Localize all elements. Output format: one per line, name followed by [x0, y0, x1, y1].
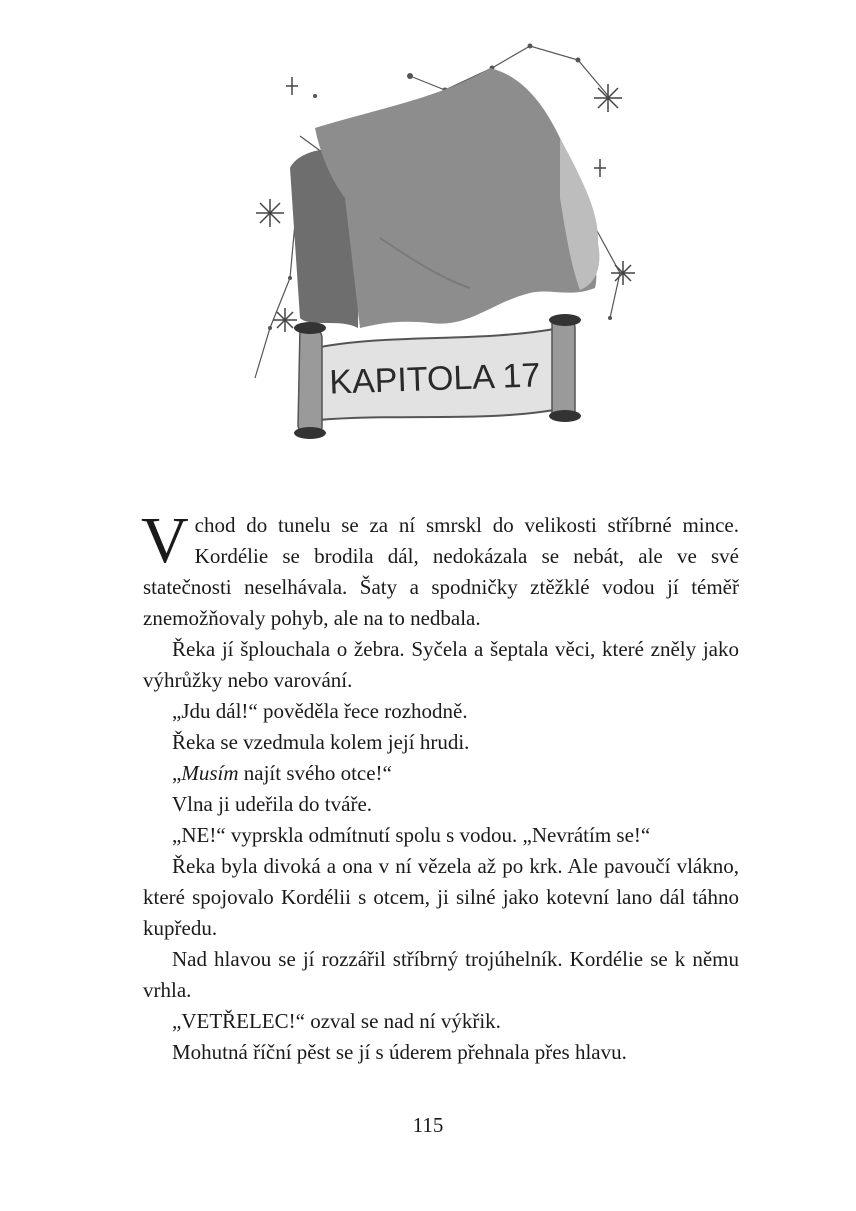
- chapter-banner: [294, 314, 581, 439]
- chapter-label: KAPITOLA 17: [328, 356, 541, 402]
- paragraph-text: chod do tunelu se za ní smrskl do velikosti stříbrné mince. Kordélie se brodila dál, nedokázala se nebát, ale ve své statečnosti neselhávala. Šaty a spodničky ztěžklé vodou jí téměř znemožňovaly pohyb, ale na to nedbala.: [143, 513, 739, 630]
- page-number: 115: [412, 1113, 444, 1137]
- paragraph: Vlna ji udeřila do tváře.: [172, 792, 373, 816]
- drop-cap: V: [141, 504, 189, 577]
- paragraph: Nad hlavou se jí rozzářil stříbrný trojúhelník. Kordélie se k němu vrhla.: [143, 947, 739, 1002]
- paragraph: Řeka byla divoká a ona v ní vězela až po krk. Ale pavoučí vlákno, které spojovalo Kordélii s otcem, ji silné jako kotevní lano dál táhno kupředu.: [143, 854, 739, 940]
- chapter-header-illustration: [230, 28, 650, 448]
- paragraph: „Jdu dál!“ pověděla řece rozhodně.: [172, 699, 468, 723]
- paragraph: „VETŘELEC!“ ozval se nad ní výkřik.: [172, 1009, 501, 1033]
- paragraph: Mohutná říční pěst se jí s úderem přehnala přes hlavu.: [172, 1040, 627, 1064]
- paragraph: Řeka jí šplouchala o žebra. Syčela a šeptala věci, které zněly jako výhrůžky nebo varování.: [143, 637, 739, 692]
- paragraph: Řeka se vzedmula kolem její hrudi.: [172, 730, 470, 754]
- paragraph: [141, 504, 739, 634]
- paragraph-text: najít svého otce!“: [238, 761, 392, 785]
- chapter-body-text: [141, 504, 739, 1068]
- paragraph: „NE!“ vyprskla odmítnutí spolu s vodou. „Nevrátím se!“: [172, 823, 651, 847]
- paragraph: [143, 758, 739, 789]
- emphasized-word: Musím: [181, 761, 239, 785]
- quote-mark: „: [172, 761, 182, 785]
- map-scroll-icon: [290, 68, 599, 328]
